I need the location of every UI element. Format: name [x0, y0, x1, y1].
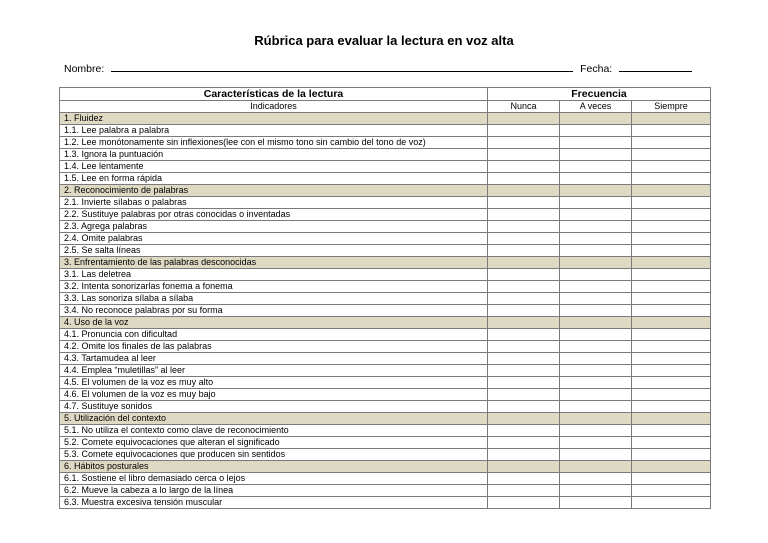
indicator-label: 2.4. Omite palabras	[60, 233, 488, 245]
frequency-cell-always[interactable]	[632, 449, 711, 461]
header-never: Nunca	[488, 101, 560, 113]
frequency-cell-always[interactable]	[632, 473, 711, 485]
indicator-row	[60, 173, 711, 185]
frequency-cell-sometimes[interactable]	[560, 233, 632, 245]
indicator-row	[60, 281, 711, 293]
frequency-cell-sometimes[interactable]	[560, 473, 632, 485]
frequency-cell-sometimes[interactable]	[560, 137, 632, 149]
frequency-cell-never[interactable]	[488, 173, 560, 185]
indicator-row	[60, 233, 711, 245]
section-cell	[560, 257, 632, 269]
frequency-cell-sometimes[interactable]	[560, 221, 632, 233]
frequency-cell-sometimes[interactable]	[560, 173, 632, 185]
frequency-cell-always[interactable]	[632, 233, 711, 245]
indicator-row	[60, 161, 711, 173]
indicator-label: 5.1. No utiliza el contexto como clave de reconocimiento	[60, 425, 488, 437]
frequency-cell-never[interactable]	[488, 389, 560, 401]
frequency-cell-never[interactable]	[488, 365, 560, 377]
frequency-cell-sometimes[interactable]	[560, 425, 632, 437]
frequency-cell-always[interactable]	[632, 293, 711, 305]
frequency-cell-sometimes[interactable]	[560, 389, 632, 401]
section-cell	[560, 113, 632, 125]
frequency-cell-always[interactable]	[632, 161, 711, 173]
indicator-row	[60, 197, 711, 209]
indicator-row	[60, 209, 711, 221]
indicator-label: 4.7. Sustituye sonidos	[60, 401, 488, 413]
frequency-cell-never[interactable]	[488, 149, 560, 161]
frequency-cell-always[interactable]	[632, 173, 711, 185]
indicator-row	[60, 353, 711, 365]
section-cell	[632, 413, 711, 425]
section-cell	[560, 413, 632, 425]
frequency-cell-sometimes[interactable]	[560, 305, 632, 317]
indicator-row	[60, 137, 711, 149]
section-cell	[632, 317, 711, 329]
frequency-cell-never[interactable]	[488, 341, 560, 353]
indicator-row	[60, 425, 711, 437]
section-cell	[632, 185, 711, 197]
frequency-cell-never[interactable]	[488, 305, 560, 317]
frequency-cell-always[interactable]	[632, 149, 711, 161]
frequency-cell-never[interactable]	[488, 485, 560, 497]
frequency-cell-never[interactable]	[488, 425, 560, 437]
indicator-label: 2.1. Invierte sílabas o palabras	[60, 197, 488, 209]
frequency-cell-sometimes[interactable]	[560, 125, 632, 137]
section-title: 5. Utilización del contexto	[60, 413, 488, 425]
indicator-label: 6.2. Mueve la cabeza a lo largo de la línea	[60, 485, 488, 497]
frequency-cell-never[interactable]	[488, 329, 560, 341]
section-title: 6. Hábitos posturales	[60, 461, 488, 473]
frequency-cell-never[interactable]	[488, 269, 560, 281]
frequency-cell-sometimes[interactable]	[560, 437, 632, 449]
indicator-label: 1.5. Lee en forma rápida	[60, 173, 488, 185]
section-cell	[560, 185, 632, 197]
frequency-cell-never[interactable]	[488, 473, 560, 485]
indicator-row	[60, 149, 711, 161]
date-field[interactable]	[619, 62, 692, 72]
frequency-cell-never[interactable]	[488, 137, 560, 149]
section-cell	[488, 317, 560, 329]
frequency-cell-sometimes[interactable]	[560, 449, 632, 461]
section-title: 4. Uso de la voz	[60, 317, 488, 329]
indicator-label: 3.4. No reconoce palabras por su forma	[60, 305, 488, 317]
section-row	[60, 257, 711, 269]
indicator-row	[60, 341, 711, 353]
indicator-row	[60, 437, 711, 449]
indicator-row	[60, 389, 711, 401]
section-cell	[488, 185, 560, 197]
header-indicators: Indicadores	[60, 101, 488, 113]
section-cell	[488, 413, 560, 425]
frequency-cell-never[interactable]	[488, 209, 560, 221]
frequency-cell-always[interactable]	[632, 365, 711, 377]
frequency-cell-never[interactable]	[488, 161, 560, 173]
frequency-cell-always[interactable]	[632, 305, 711, 317]
frequency-cell-sometimes[interactable]	[560, 161, 632, 173]
date-label: Fecha:	[580, 63, 613, 75]
rubric-body	[60, 113, 711, 509]
frequency-cell-always[interactable]	[632, 269, 711, 281]
frequency-cell-sometimes[interactable]	[560, 197, 632, 209]
header-frequency: Frecuencia	[488, 88, 711, 101]
indicator-row	[60, 377, 711, 389]
indicator-label: 4.3. Tartamudea al leer	[60, 353, 488, 365]
section-cell	[488, 113, 560, 125]
indicator-label: 4.6. El volumen de la voz es muy bajo	[60, 389, 488, 401]
frequency-cell-sometimes[interactable]	[560, 269, 632, 281]
indicator-label: 2.3. Agrega palabras	[60, 221, 488, 233]
indicator-row	[60, 293, 711, 305]
frequency-cell-sometimes[interactable]	[560, 485, 632, 497]
frequency-cell-sometimes[interactable]	[560, 365, 632, 377]
indicator-label: 2.2. Sustituye palabras por otras conocidas o inventadas	[60, 209, 488, 221]
indicator-label: 3.1. Las deletrea	[60, 269, 488, 281]
frequency-cell-sometimes[interactable]	[560, 329, 632, 341]
page-title: Rúbrica para evaluar la lectura en voz alta	[254, 33, 514, 48]
frequency-cell-never[interactable]	[488, 221, 560, 233]
frequency-cell-always[interactable]	[632, 125, 711, 137]
rubric-table	[59, 87, 711, 509]
frequency-cell-always[interactable]	[632, 485, 711, 497]
section-row	[60, 461, 711, 473]
section-row	[60, 185, 711, 197]
indicator-label: 3.2. Intenta sonorizarlas fonema a fonema	[60, 281, 488, 293]
section-row	[60, 413, 711, 425]
indicator-label: 1.2. Lee monótonamente sin inflexiones(lee con el mismo tono sin cambio del tono de voz)	[60, 137, 488, 149]
frequency-cell-never[interactable]	[488, 293, 560, 305]
section-cell	[632, 113, 711, 125]
indicator-label: 6.1. Sostiene el libro demasiado cerca o lejos	[60, 473, 488, 485]
indicator-label: 4.1. Pronuncia con dificultad	[60, 329, 488, 341]
header-characteristics: Características de la lectura	[60, 88, 488, 101]
frequency-cell-sometimes[interactable]	[560, 353, 632, 365]
frequency-cell-sometimes[interactable]	[560, 401, 632, 413]
frequency-cell-never[interactable]	[488, 245, 560, 257]
section-cell	[488, 461, 560, 473]
frequency-cell-sometimes[interactable]	[560, 245, 632, 257]
frequency-cell-never[interactable]	[488, 233, 560, 245]
frequency-cell-never[interactable]	[488, 449, 560, 461]
indicator-label: 1.3. Ignora la puntuación	[60, 149, 488, 161]
frequency-cell-always[interactable]	[632, 341, 711, 353]
section-title: 3. Enfrentamiento de las palabras desconocidas	[60, 257, 488, 269]
frequency-cell-never[interactable]	[488, 125, 560, 137]
indicator-label: 6.3. Muestra excesiva tensión muscular	[60, 497, 488, 509]
frequency-cell-always[interactable]	[632, 137, 711, 149]
frequency-cell-sometimes[interactable]	[560, 341, 632, 353]
section-title: 1. Fluidez	[60, 113, 488, 125]
header-sometimes: A veces	[560, 101, 632, 113]
indicator-row	[60, 305, 711, 317]
frequency-cell-always[interactable]	[632, 377, 711, 389]
frequency-cell-sometimes[interactable]	[560, 497, 632, 509]
section-row	[60, 317, 711, 329]
frequency-cell-never[interactable]	[488, 437, 560, 449]
frequency-cell-sometimes[interactable]	[560, 293, 632, 305]
indicator-label: 5.3. Comete equivocaciones que producen sin sentidos	[60, 449, 488, 461]
section-cell	[488, 257, 560, 269]
frequency-cell-always[interactable]	[632, 389, 711, 401]
header-fields	[64, 62, 692, 75]
frequency-cell-never[interactable]	[488, 353, 560, 365]
indicator-row	[60, 269, 711, 281]
name-label: Nombre:	[64, 63, 105, 75]
indicator-label: 4.5. El volumen de la voz es muy alto	[60, 377, 488, 389]
frequency-cell-sometimes[interactable]	[560, 209, 632, 221]
section-cell	[560, 317, 632, 329]
indicator-row	[60, 245, 711, 257]
frequency-cell-never[interactable]	[488, 401, 560, 413]
indicator-row	[60, 449, 711, 461]
frequency-cell-always[interactable]	[632, 401, 711, 413]
frequency-cell-always[interactable]	[632, 497, 711, 509]
frequency-cell-never[interactable]	[488, 197, 560, 209]
section-cell	[632, 257, 711, 269]
frequency-cell-sometimes[interactable]	[560, 377, 632, 389]
frequency-cell-always[interactable]	[632, 425, 711, 437]
frequency-cell-never[interactable]	[488, 377, 560, 389]
name-field[interactable]	[111, 62, 573, 72]
indicator-label: 4.2. Omite los finales de las palabras	[60, 341, 488, 353]
frequency-cell-always[interactable]	[632, 221, 711, 233]
indicator-row	[60, 473, 711, 485]
frequency-cell-always[interactable]	[632, 209, 711, 221]
frequency-cell-always[interactable]	[632, 197, 711, 209]
indicator-label: 3.3. Las sonoriza sílaba a sílaba	[60, 293, 488, 305]
indicator-row	[60, 221, 711, 233]
section-cell	[632, 461, 711, 473]
indicator-row	[60, 401, 711, 413]
header-always: Siempre	[632, 101, 711, 113]
frequency-cell-always[interactable]	[632, 245, 711, 257]
frequency-cell-never[interactable]	[488, 497, 560, 509]
indicator-label: 1.1. Lee palabra a palabra	[60, 125, 488, 137]
indicator-label: 4.4. Emplea “muletillas” al leer	[60, 365, 488, 377]
indicator-row	[60, 497, 711, 509]
frequency-cell-never[interactable]	[488, 281, 560, 293]
indicator-label: 1.4. Lee lentamente	[60, 161, 488, 173]
frequency-cell-sometimes[interactable]	[560, 149, 632, 161]
section-row	[60, 113, 711, 125]
indicator-row	[60, 125, 711, 137]
indicator-row	[60, 365, 711, 377]
frequency-cell-always[interactable]	[632, 281, 711, 293]
section-cell	[560, 461, 632, 473]
section-title: 2. Reconocimiento de palabras	[60, 185, 488, 197]
indicator-label: 2.5. Se salta líneas	[60, 245, 488, 257]
frequency-cell-always[interactable]	[632, 437, 711, 449]
frequency-cell-always[interactable]	[632, 329, 711, 341]
frequency-cell-sometimes[interactable]	[560, 281, 632, 293]
indicator-label: 5.2. Comete equivocaciones que alteran el significado	[60, 437, 488, 449]
indicator-row	[60, 485, 711, 497]
indicator-row	[60, 329, 711, 341]
frequency-cell-always[interactable]	[632, 353, 711, 365]
